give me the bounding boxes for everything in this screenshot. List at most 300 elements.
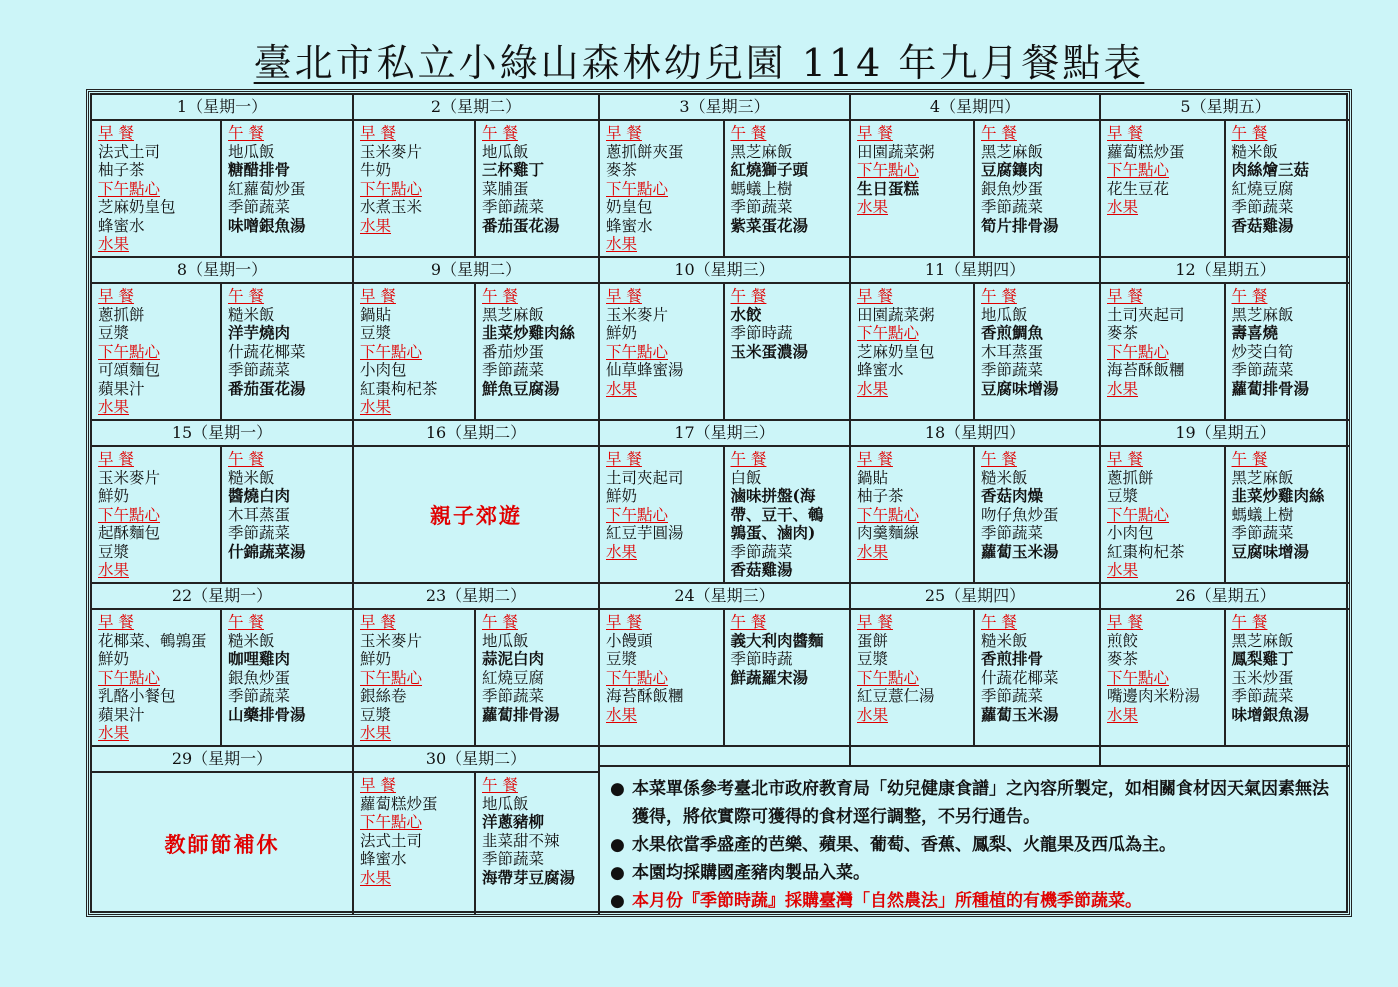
menu-item: 豆漿 bbox=[606, 650, 638, 668]
menu-item: 鍋貼 bbox=[360, 305, 392, 324]
menu-item: 蔥抓餅夾蛋 bbox=[606, 142, 684, 161]
menu-item: 麥茶 bbox=[1107, 650, 1139, 668]
menu-item: 什蔬花椰菜 bbox=[228, 342, 306, 361]
menu-item: 糙米飯 bbox=[228, 305, 275, 324]
empty-day-header bbox=[600, 747, 851, 765]
meal-section-label: 水果 bbox=[857, 705, 889, 724]
meal-section-label: 水果 bbox=[360, 868, 392, 887]
menu-item: 木耳蒸蛋 bbox=[981, 342, 1044, 361]
menu-item: 蘋果汁 bbox=[98, 379, 145, 398]
day-cell bbox=[1101, 584, 1350, 747]
menu-item: 蘿蔔玉米湯 bbox=[981, 704, 1059, 724]
meal-section-label: 午 餐 bbox=[730, 287, 767, 305]
menu-item: 帶、豆干、鵪 bbox=[730, 504, 824, 524]
menu-item: 螞蟻上樹 bbox=[1231, 505, 1294, 524]
meal-section-label: 水果 bbox=[606, 542, 638, 561]
day-header: 5（星期五） bbox=[1101, 95, 1350, 121]
empty-day-header bbox=[1101, 747, 1350, 765]
day-header: 18（星期四） bbox=[851, 421, 1099, 447]
meal-section-label: 早 餐 bbox=[360, 776, 396, 794]
menu-item: 季節蔬菜 bbox=[981, 198, 1044, 216]
day-header: 29（星期一） bbox=[92, 747, 352, 773]
lunch-column bbox=[222, 610, 352, 745]
meal-section-label: 下午點心 bbox=[98, 668, 161, 687]
menu-item: 季節蔬菜 bbox=[482, 198, 545, 216]
menu-item: 蘋果汁 bbox=[98, 705, 145, 724]
meal-section-label: 水果 bbox=[1107, 705, 1139, 724]
menu-item: 黑芝麻飯 bbox=[730, 142, 793, 161]
menu-item: 鮮奶 bbox=[98, 487, 130, 505]
menu-item: 芝麻奶皇包 bbox=[857, 342, 935, 361]
lunch-column bbox=[476, 284, 598, 419]
day-header: 19（星期五） bbox=[1101, 421, 1350, 447]
lunch-column bbox=[1226, 284, 1351, 419]
lunch-column bbox=[725, 447, 850, 582]
lunch-column bbox=[725, 121, 850, 256]
meal-section-label: 下午點心 bbox=[98, 179, 161, 198]
day-cell bbox=[92, 584, 354, 747]
meal-section-label: 水果 bbox=[606, 379, 638, 398]
menu-item: 田園蔬菜粥 bbox=[857, 305, 935, 324]
menu-item: 土司夾起司 bbox=[1107, 305, 1185, 324]
menu-item: 地瓜飯 bbox=[482, 794, 529, 813]
lunch-column bbox=[975, 121, 1099, 256]
meal-section-label: 午 餐 bbox=[730, 450, 767, 468]
menu-item: 鮮奶 bbox=[98, 650, 130, 668]
menu-item: 麥茶 bbox=[1107, 324, 1139, 342]
menu-item: 季節蔬菜 bbox=[482, 850, 545, 868]
breakfast-snack-column bbox=[354, 610, 476, 745]
menu-item: 味增銀魚湯 bbox=[1231, 704, 1310, 724]
menu-item: 香菇肉燥 bbox=[981, 486, 1044, 505]
menu-item: 蔥抓餅 bbox=[98, 305, 145, 324]
breakfast-snack-column bbox=[851, 610, 975, 745]
menu-item: 壽喜燒 bbox=[1231, 323, 1279, 342]
note-item bbox=[610, 887, 1344, 915]
menu-item: 小饅頭 bbox=[606, 631, 653, 650]
day-cell bbox=[354, 258, 600, 421]
menu-item: 鍋貼 bbox=[857, 468, 889, 487]
menu-item: 季節蔬菜 bbox=[1231, 687, 1294, 705]
day-header: 23（星期二） bbox=[354, 584, 598, 610]
menu-item: 季節蔬菜 bbox=[228, 198, 291, 216]
menu-item: 洋芋燒肉 bbox=[228, 323, 291, 342]
meal-section-label: 午 餐 bbox=[482, 613, 518, 631]
day-cell bbox=[354, 95, 600, 258]
menu-item: 蘿蔔排骨湯 bbox=[1231, 378, 1310, 398]
day-cell bbox=[92, 421, 354, 584]
day-header: 2（星期二） bbox=[354, 95, 598, 121]
menu-item: 蔥抓餅 bbox=[1107, 468, 1154, 487]
meal-section-label: 早 餐 bbox=[857, 124, 893, 142]
meal-section-label: 早 餐 bbox=[360, 613, 396, 631]
breakfast-snack-column bbox=[1101, 610, 1226, 745]
breakfast-snack-column bbox=[851, 121, 975, 256]
meal-section-label: 水果 bbox=[1107, 198, 1139, 216]
meal-section-label: 早 餐 bbox=[857, 287, 893, 305]
meal-section-label: 早 餐 bbox=[1107, 287, 1143, 305]
day-header: 24（星期三） bbox=[600, 584, 849, 610]
menu-item: 紅棗枸杞茶 bbox=[360, 379, 438, 398]
menu-item: 滷味拼盤(海 bbox=[730, 486, 816, 505]
menu-item: 田園蔬菜粥 bbox=[857, 142, 935, 161]
menu-item: 黑芝麻飯 bbox=[482, 305, 545, 324]
meal-section-label: 下午點心 bbox=[857, 324, 920, 342]
menu-item: 紅燒獅子頭 bbox=[730, 160, 809, 179]
lunch-column bbox=[222, 121, 352, 256]
meal-section-label: 早 餐 bbox=[857, 450, 893, 468]
meal-section-label: 水果 bbox=[857, 379, 889, 398]
day-cell bbox=[600, 95, 851, 258]
menu-item: 玉米麥片 bbox=[360, 631, 423, 650]
menu-item: 季節蔬菜 bbox=[1231, 198, 1294, 216]
menu-item: 紅棗枸杞茶 bbox=[1107, 542, 1185, 561]
meal-section-label: 下午點心 bbox=[98, 505, 161, 524]
menu-item: 紅蘿蔔炒蛋 bbox=[228, 179, 306, 198]
menu-item: 味噌銀魚湯 bbox=[228, 215, 306, 235]
meal-section-label: 下午點心 bbox=[857, 505, 920, 524]
day-cell bbox=[1101, 95, 1350, 258]
menu-item: 糙米飯 bbox=[1231, 142, 1279, 161]
menu-item: 法式土司 bbox=[98, 142, 161, 161]
meal-section-label: 下午點心 bbox=[606, 505, 669, 524]
menu-item: 番茄蛋花湯 bbox=[228, 378, 306, 398]
lunch-column bbox=[476, 121, 598, 256]
menu-item: 糖醋排骨 bbox=[228, 160, 291, 179]
lunch-column bbox=[222, 284, 352, 419]
menu-item: 季節時蔬 bbox=[730, 650, 793, 668]
meal-section-label: 水果 bbox=[606, 235, 638, 253]
menu-item: 季節蔬菜 bbox=[730, 198, 793, 216]
menu-item: 柚子茶 bbox=[857, 487, 904, 505]
menu-item: 黑芝麻飯 bbox=[1231, 631, 1294, 650]
lunch-column bbox=[476, 773, 598, 915]
menu-item: 豆腐鑲肉 bbox=[981, 160, 1044, 179]
day-header: 1（星期一） bbox=[92, 95, 352, 121]
meal-section-label: 早 餐 bbox=[606, 613, 642, 631]
menu-item: 煎餃 bbox=[1107, 631, 1139, 650]
menu-item: 洋蔥豬柳 bbox=[482, 812, 545, 831]
meal-section-label: 下午點心 bbox=[1107, 505, 1170, 524]
breakfast-snack-column bbox=[92, 610, 222, 745]
menu-item: 豆漿 bbox=[360, 705, 392, 724]
day-cell bbox=[851, 95, 1101, 258]
meal-section-label: 下午點心 bbox=[606, 342, 669, 361]
day-header: 26（星期五） bbox=[1101, 584, 1350, 610]
menu-item: 銀絲卷 bbox=[360, 687, 407, 705]
menu-item: 紅燒豆腐 bbox=[482, 668, 545, 687]
meal-section-label: 午 餐 bbox=[228, 450, 264, 468]
menu-item: 什蔬花椰菜 bbox=[981, 668, 1059, 687]
menu-item: 季節蔬菜 bbox=[730, 542, 793, 561]
meal-section-label: 下午點心 bbox=[857, 161, 920, 179]
lunch-column bbox=[1226, 121, 1351, 256]
day-header: 16（星期二） bbox=[354, 421, 598, 447]
meal-section-label: 午 餐 bbox=[482, 776, 518, 794]
meal-section-label: 水果 bbox=[1107, 561, 1139, 579]
meal-section-label: 午 餐 bbox=[228, 287, 264, 305]
lunch-column bbox=[1226, 447, 1351, 582]
menu-item: 小肉包 bbox=[360, 361, 407, 379]
bullet-icon: ● bbox=[610, 835, 625, 855]
event-label: 教師節補休 bbox=[164, 832, 280, 857]
event-label: 親子郊遊 bbox=[430, 502, 522, 528]
menu-item: 水煮玉米 bbox=[360, 198, 423, 216]
breakfast-snack-column bbox=[354, 773, 476, 915]
breakfast-snack-column bbox=[851, 447, 975, 582]
menu-item: 紅燒豆腐 bbox=[1231, 179, 1294, 198]
menu-item: 鮮蔬羅宋湯 bbox=[730, 667, 809, 687]
breakfast-snack-column bbox=[92, 284, 222, 419]
lunch-column bbox=[476, 610, 598, 745]
day-header: 9（星期二） bbox=[354, 258, 598, 284]
menu-item: 海苔酥飯糰 bbox=[1107, 361, 1185, 379]
day-header: 25（星期四） bbox=[851, 584, 1099, 610]
menu-item: 吻仔魚炒蛋 bbox=[981, 505, 1059, 524]
meal-section-label: 下午點心 bbox=[606, 668, 669, 687]
meal-section-label: 午 餐 bbox=[730, 613, 767, 631]
menu-item: 黑芝麻飯 bbox=[981, 142, 1044, 161]
breakfast-snack-column bbox=[354, 121, 476, 256]
menu-item: 鮮魚豆腐湯 bbox=[482, 378, 560, 398]
note-text: 本月份『季節時蔬』採購臺灣「自然農法」所種植的有機季節蔬菜。 bbox=[632, 891, 1142, 911]
menu-item: 玉米麥片 bbox=[98, 468, 161, 487]
menu-item: 季節時蔬 bbox=[730, 324, 793, 342]
menu-item: 蜂蜜水 bbox=[606, 216, 653, 235]
menu-item: 菜脯蛋 bbox=[482, 179, 529, 198]
menu-item: 玉米蛋濃湯 bbox=[730, 341, 809, 361]
bullet-icon: ● bbox=[610, 891, 625, 911]
meal-section-label: 下午點心 bbox=[360, 342, 423, 361]
meal-section-label: 早 餐 bbox=[98, 124, 134, 142]
day-header: 15（星期一） bbox=[92, 421, 352, 447]
meal-section-label: 午 餐 bbox=[981, 287, 1017, 305]
day-cell bbox=[851, 584, 1101, 747]
menu-item: 季節蔬菜 bbox=[981, 524, 1044, 542]
meal-section-label: 午 餐 bbox=[981, 124, 1017, 142]
meal-section-label: 午 餐 bbox=[228, 124, 264, 142]
menu-item: 韭菜炒雞肉絲 bbox=[1231, 486, 1325, 505]
breakfast-snack-column bbox=[1101, 447, 1226, 582]
lunch-column bbox=[222, 447, 352, 582]
menu-item: 紅豆薏仁湯 bbox=[857, 687, 935, 705]
menu-item: 玉米炒蛋 bbox=[1231, 668, 1294, 687]
menu-item: 紫菜蛋花湯 bbox=[730, 215, 809, 235]
menu-item: 肉羹麵線 bbox=[857, 524, 920, 542]
menu-item: 銀魚炒蛋 bbox=[228, 668, 291, 687]
breakfast-snack-column bbox=[600, 121, 725, 256]
menu-item: 豆漿 bbox=[857, 650, 889, 668]
menu-item: 鮮奶 bbox=[360, 650, 392, 668]
menu-item: 番茄蛋花湯 bbox=[482, 215, 560, 235]
menu-item: 銀魚炒蛋 bbox=[981, 179, 1044, 198]
meal-section-label: 午 餐 bbox=[482, 124, 518, 142]
menu-item: 香菇雞湯 bbox=[1231, 215, 1294, 235]
day-cell bbox=[92, 747, 354, 915]
meal-section-label: 下午點心 bbox=[360, 179, 423, 198]
menu-item: 季節蔬菜 bbox=[981, 687, 1044, 705]
note-item bbox=[610, 859, 1344, 887]
menu-item: 季節蔬菜 bbox=[482, 687, 545, 705]
empty-day-header bbox=[851, 747, 1101, 765]
menu-item: 黑芝麻飯 bbox=[1231, 305, 1294, 324]
day-cell bbox=[1101, 258, 1350, 421]
menu-item: 肉絲燴三菇 bbox=[1231, 160, 1310, 179]
page-title: 臺北市私立小綠山森林幼兒園 114 年九月餐點表 bbox=[253, 41, 1145, 85]
day-cell bbox=[354, 421, 600, 584]
menu-item: 可頌麵包 bbox=[98, 361, 161, 379]
menu-item: 玉米麥片 bbox=[360, 142, 423, 161]
menu-item: 花生豆花 bbox=[1107, 179, 1170, 198]
meal-section-label: 水果 bbox=[360, 398, 392, 416]
menu-item: 仙草蜂蜜湯 bbox=[606, 361, 684, 379]
menu-item: 玉米麥片 bbox=[606, 305, 669, 324]
menu-item: 蜂蜜水 bbox=[98, 216, 145, 235]
menu-item: 螞蟻上樹 bbox=[730, 179, 793, 198]
menu-item: 豆漿 bbox=[360, 324, 392, 342]
note-text: 水果依當季盛產的芭樂、蘋果、葡萄、香蕉、鳳梨、火龍果及西瓜為主。 bbox=[632, 835, 1176, 855]
meal-section-label: 午 餐 bbox=[228, 613, 264, 631]
day-cell bbox=[354, 584, 600, 747]
meal-section-label: 下午點心 bbox=[606, 179, 669, 198]
menu-item: 地瓜飯 bbox=[228, 142, 275, 161]
note-item bbox=[610, 831, 1344, 859]
menu-item: 季節蔬菜 bbox=[482, 361, 545, 379]
menu-item: 番茄炒蛋 bbox=[482, 342, 545, 361]
day-cell bbox=[600, 584, 851, 747]
menu-item: 糙米飯 bbox=[228, 468, 275, 487]
meal-section-label: 水果 bbox=[98, 235, 130, 253]
breakfast-snack-column bbox=[600, 610, 725, 745]
meal-section-label: 午 餐 bbox=[1231, 450, 1268, 468]
menu-item: 鮮奶 bbox=[606, 487, 638, 505]
note-text: 本園均採購國產豬肉製品入菜。 bbox=[632, 863, 870, 883]
menu-item: 香煎排骨 bbox=[981, 649, 1044, 668]
menu-item: 筍片排骨湯 bbox=[981, 215, 1059, 235]
menu-item: 海帶芽豆腐湯 bbox=[482, 867, 576, 887]
meal-section-label: 水果 bbox=[606, 705, 638, 724]
menu-item: 黑芝麻飯 bbox=[1231, 468, 1294, 487]
meal-section-label: 午 餐 bbox=[1231, 124, 1268, 142]
menu-item: 木耳蒸蛋 bbox=[228, 505, 291, 524]
menu-item: 豆漿 bbox=[98, 324, 130, 342]
notes-panel bbox=[600, 747, 1350, 915]
menu-item: 韭菜炒雞肉絲 bbox=[482, 323, 576, 342]
meal-section-label: 水果 bbox=[360, 216, 392, 235]
bullet-icon: ● bbox=[610, 779, 625, 799]
lunch-column bbox=[975, 447, 1099, 582]
meal-section-label: 早 餐 bbox=[606, 124, 642, 142]
day-header: 17（星期三） bbox=[600, 421, 849, 447]
meal-section-label: 下午點心 bbox=[1107, 342, 1170, 361]
day-cell bbox=[851, 258, 1101, 421]
menu-item: 水餃 bbox=[730, 304, 762, 324]
meal-section-label: 午 餐 bbox=[1231, 287, 1268, 305]
menu-item: 海苔酥飯糰 bbox=[606, 687, 684, 705]
meal-section-label: 早 餐 bbox=[98, 450, 134, 468]
menu-item: 山藥排骨湯 bbox=[228, 704, 306, 724]
meal-section-label: 下午點心 bbox=[1107, 161, 1170, 179]
day-header: 8（星期一） bbox=[92, 258, 352, 284]
day-header: 22（星期一） bbox=[92, 584, 352, 610]
meal-section-label: 午 餐 bbox=[730, 124, 767, 142]
meal-section-label: 下午點心 bbox=[360, 813, 423, 831]
menu-item: 蘿蔔糕炒蛋 bbox=[360, 794, 438, 813]
menu-item: 牛奶 bbox=[360, 161, 392, 179]
menu-item: 法式土司 bbox=[360, 831, 423, 850]
menu-item: 蘿蔔排骨湯 bbox=[482, 704, 560, 724]
meal-section-label: 午 餐 bbox=[981, 613, 1017, 631]
meal-section-label: 水果 bbox=[1107, 379, 1139, 398]
meal-section-label: 早 餐 bbox=[1107, 450, 1143, 468]
menu-item: 義大利肉醬麵 bbox=[730, 630, 824, 650]
day-header: 3（星期三） bbox=[600, 95, 849, 121]
menu-item: 蘿蔔玉米湯 bbox=[981, 541, 1059, 561]
menu-item: 糙米飯 bbox=[981, 468, 1028, 487]
menu-item: 鮮奶 bbox=[606, 324, 638, 342]
menu-item: 季節蔬菜 bbox=[228, 687, 291, 705]
breakfast-snack-column bbox=[354, 284, 476, 419]
meal-section-label: 水果 bbox=[98, 724, 130, 742]
menu-item: 芝麻奶皇包 bbox=[98, 198, 176, 216]
bullet-icon: ● bbox=[610, 863, 625, 883]
meal-section-label: 水果 bbox=[857, 542, 889, 561]
day-cell bbox=[92, 95, 354, 258]
day-cell bbox=[600, 258, 851, 421]
menu-item: 嘴邊肉米粉湯 bbox=[1107, 687, 1201, 705]
menu-item: 炒茭白筍 bbox=[1231, 342, 1294, 361]
menu-item: 糙米飯 bbox=[228, 631, 275, 650]
meal-section-label: 午 餐 bbox=[981, 450, 1017, 468]
note-item bbox=[610, 775, 1344, 831]
menu-item: 柚子茶 bbox=[98, 161, 145, 179]
menu-item: 季節蔬菜 bbox=[228, 524, 291, 542]
day-cell bbox=[851, 421, 1101, 584]
meal-section-label: 午 餐 bbox=[1231, 613, 1268, 631]
menu-item: 蘿蔔糕炒蛋 bbox=[1107, 142, 1185, 161]
day-cell bbox=[354, 747, 600, 915]
meal-section-label: 早 餐 bbox=[360, 124, 396, 142]
menu-item: 香煎鯛魚 bbox=[981, 323, 1044, 342]
breakfast-snack-column bbox=[92, 121, 222, 256]
menu-item: 豆腐味增湯 bbox=[1231, 541, 1310, 561]
breakfast-snack-column bbox=[1101, 121, 1226, 256]
breakfast-snack-column bbox=[600, 284, 725, 419]
day-header: 11（星期四） bbox=[851, 258, 1099, 284]
menu-item: 花椰菜、鵪鶉蛋 bbox=[98, 631, 207, 650]
menu-item: 香菇雞湯 bbox=[730, 560, 793, 579]
menu-item: 土司夾起司 bbox=[606, 468, 684, 487]
menu-item: 起酥麵包 bbox=[98, 524, 161, 542]
meal-section-label: 下午點心 bbox=[98, 342, 161, 361]
menu-item: 三杯雞丁 bbox=[482, 160, 545, 179]
menu-item: 白飯 bbox=[730, 468, 762, 487]
meal-section-label: 水果 bbox=[857, 198, 889, 216]
menu-item: 豆腐味增湯 bbox=[981, 378, 1059, 398]
menu-item: 季節蔬菜 bbox=[228, 361, 291, 379]
day-cell bbox=[1101, 421, 1350, 584]
meal-section-label: 下午點心 bbox=[857, 668, 920, 687]
menu-item: 醬燒白肉 bbox=[228, 486, 291, 505]
menu-item: 鶉蛋、滷肉) bbox=[730, 523, 816, 542]
breakfast-snack-column bbox=[92, 447, 222, 582]
day-header: 4（星期四） bbox=[851, 95, 1099, 121]
menu-item: 季節蔬菜 bbox=[1231, 361, 1294, 379]
menu-item: 地瓜飯 bbox=[482, 631, 529, 650]
day-cell bbox=[92, 258, 354, 421]
meal-section-label: 早 餐 bbox=[98, 613, 134, 631]
menu-grid bbox=[90, 93, 1348, 913]
